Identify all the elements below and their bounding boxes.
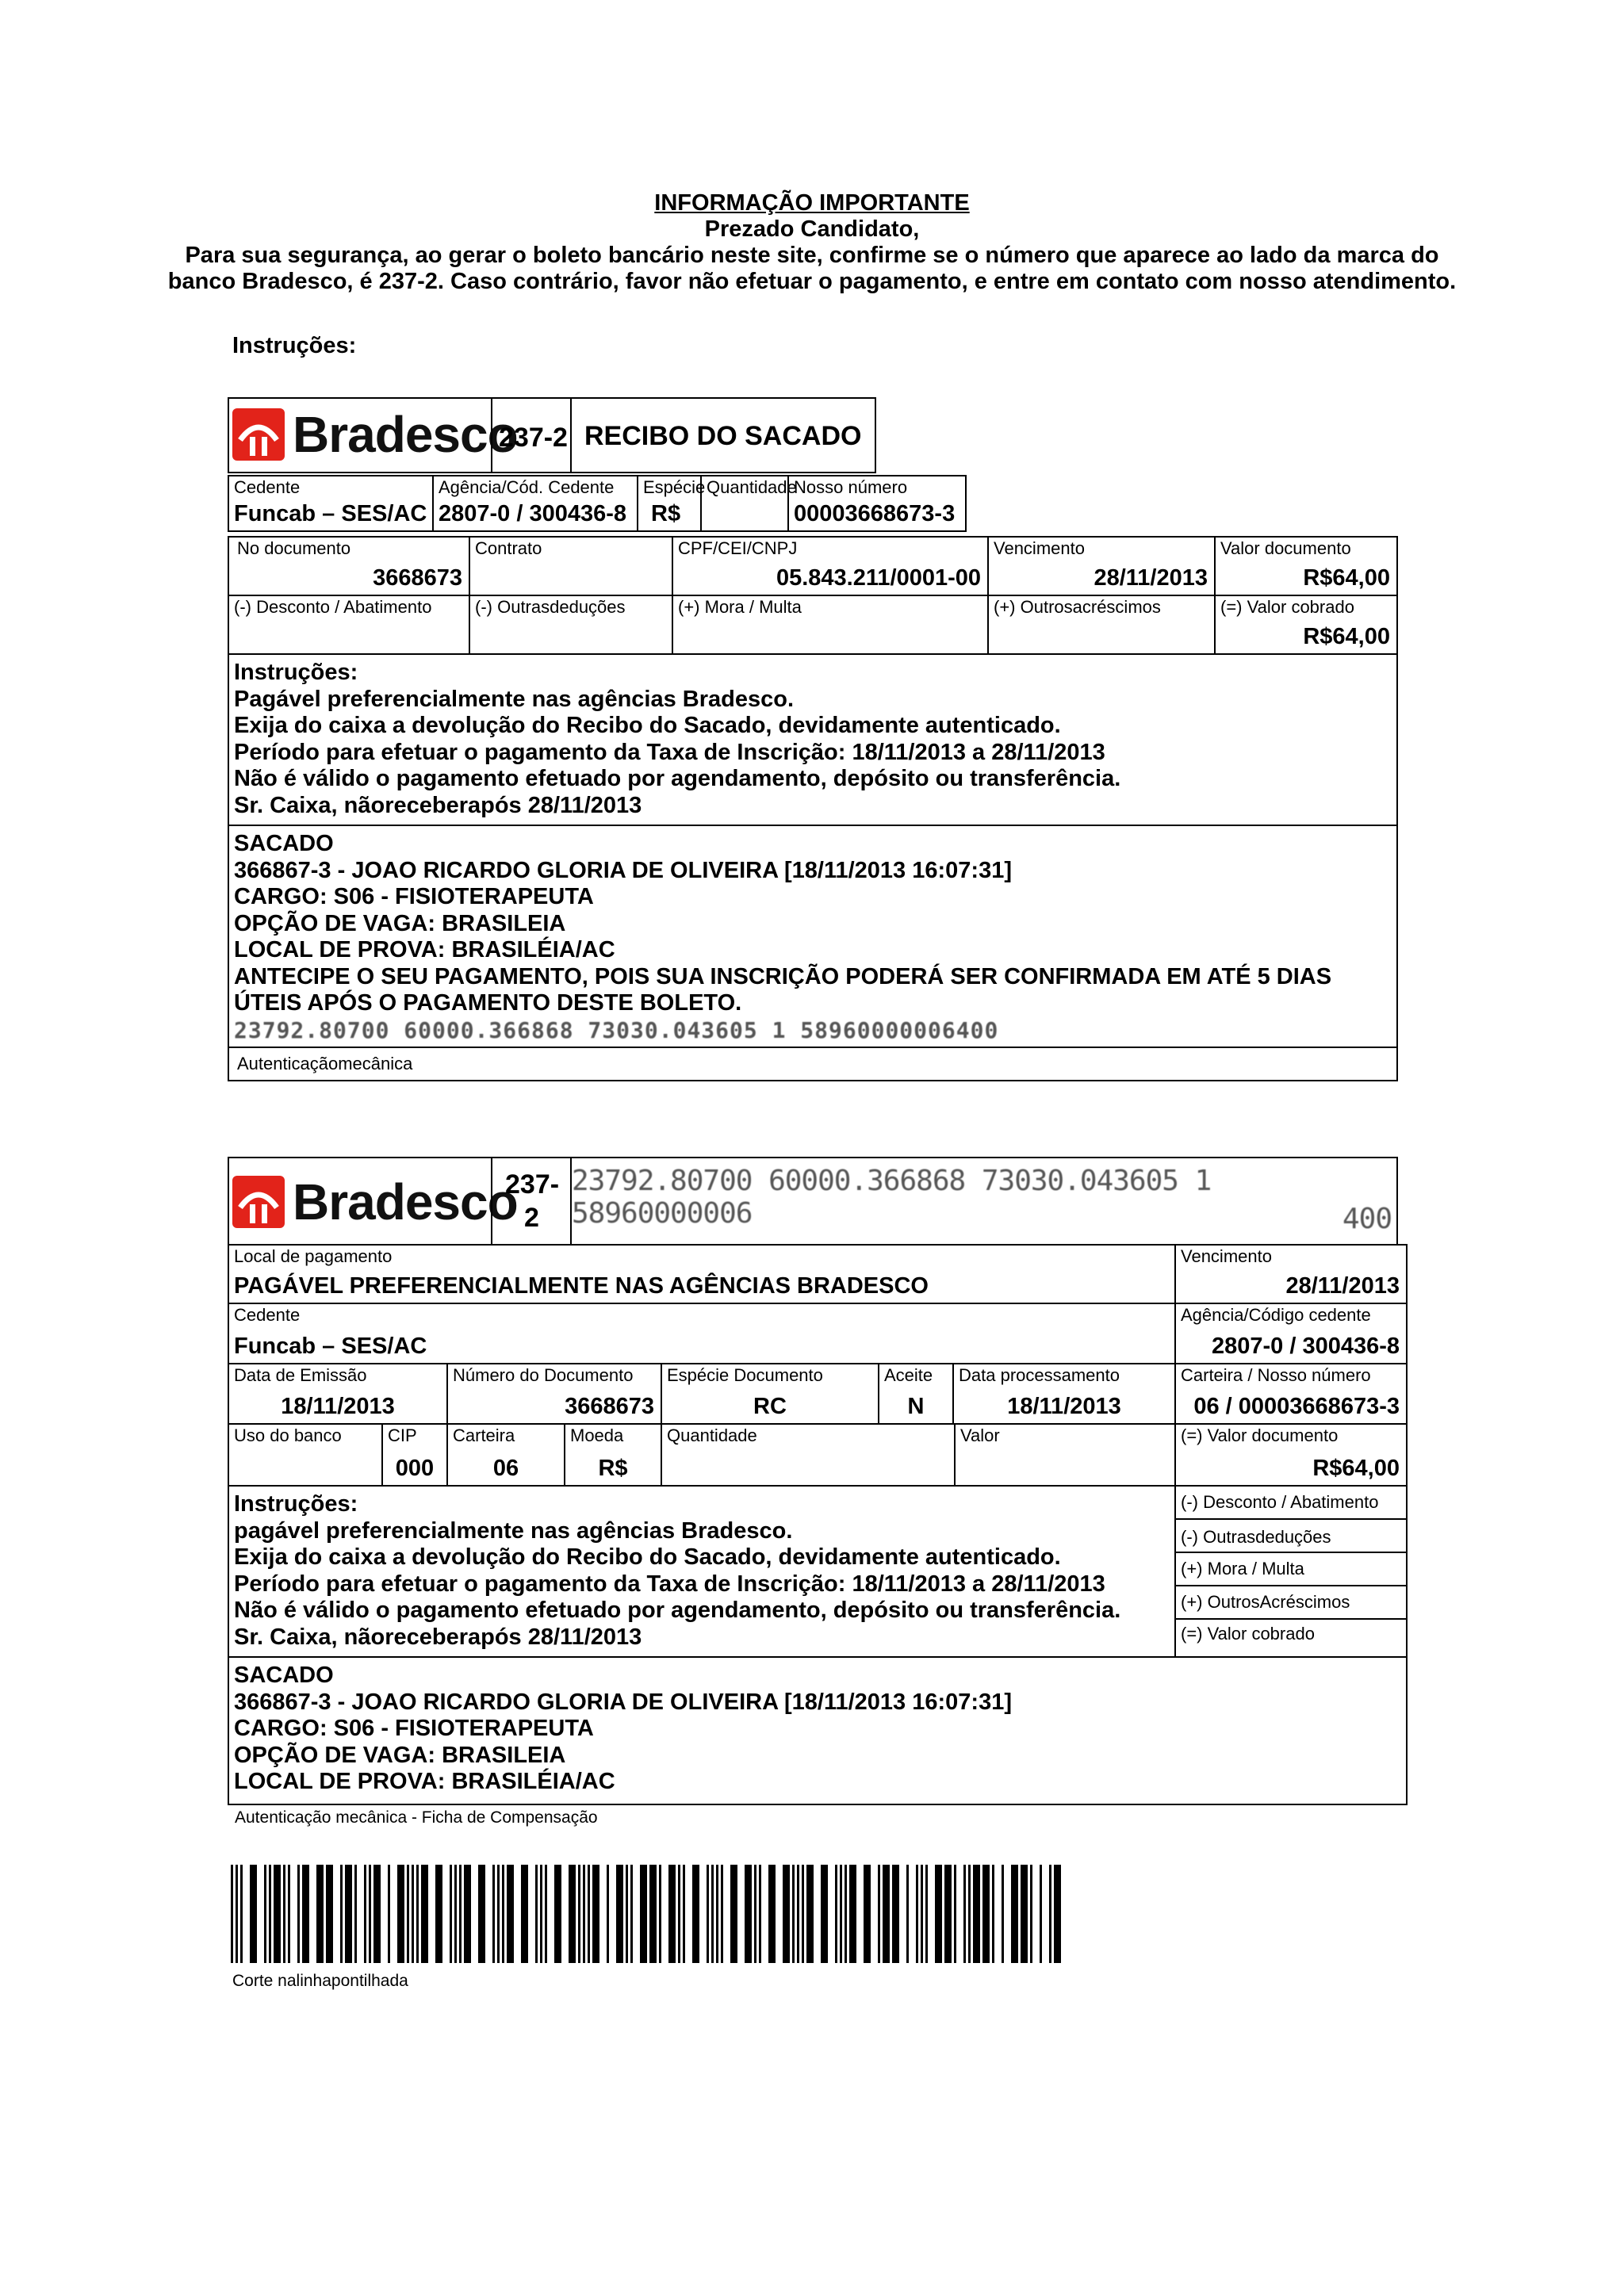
receipt-instructions-line: Período para efetuar o pagamento da Taxa de Inscrição: 18/11/2013 a 28/11/2013: [234, 739, 1105, 765]
barcode-bar: [540, 1865, 542, 1963]
slip-instructions-line: Sr. Caixa, nãoreceberapós 28/11/2013: [234, 1624, 642, 1650]
slip-instructions-line: Período para efetuar o pagamento da Taxa de Inscrição: 18/11/2013 a 28/11/2013: [234, 1571, 1105, 1597]
barcode-bar: [759, 1865, 761, 1963]
barcode-bar: [450, 1865, 452, 1963]
receipt-outros-acrescimos-label: (+) Outrosacréscimos: [994, 597, 1161, 617]
bradesco-logo-icon: [232, 408, 285, 461]
receipt-cpf-cell: [672, 536, 989, 596]
barcode-bar: [649, 1865, 657, 1963]
barcode-bar: [768, 1865, 776, 1963]
barcode-bar: [297, 1865, 300, 1963]
slip-bank-code-box: [491, 1157, 572, 1246]
barcode-bar: [507, 1865, 514, 1963]
slip-uso-banco-cell: [228, 1423, 383, 1487]
barcode-bar: [678, 1865, 680, 1963]
receipt-bank-code-box: [491, 397, 572, 473]
slip-outras-deducoes-cell: [1174, 1518, 1408, 1553]
barcode-bar: [883, 1865, 890, 1963]
slip-aceite-label: Aceite: [884, 1365, 933, 1385]
barcode-bar: [283, 1865, 285, 1963]
barcode-bar: [578, 1865, 580, 1963]
receipt-autenticacao-label: Autenticaçãomecânica: [237, 1054, 413, 1073]
receipt-outras-deducoes-cell: [469, 595, 673, 655]
barcode-bar: [792, 1865, 795, 1963]
slip-numero-documento-cell: [446, 1363, 662, 1425]
instructions-heading: Instruções:: [232, 333, 357, 358]
barcode-bar: [388, 1865, 390, 1963]
slip-cip-cell: [381, 1423, 448, 1487]
slip-especie-documento-value: RC: [753, 1394, 787, 1420]
barcode-bar: [464, 1865, 471, 1963]
barcode-bar: [925, 1865, 928, 1963]
slip-sacado-line: OPÇÃO DE VAGA: BRASILEIA: [234, 1742, 566, 1768]
barcode-bar: [302, 1865, 309, 1963]
receipt-valor-cobrado-cell: [1214, 595, 1398, 655]
barcode-bar: [397, 1865, 404, 1963]
slip-sacado-line: CARGO: S06 - FISIOTERAPEUTA: [234, 1716, 594, 1741]
slip-instructions-box: [228, 1485, 1176, 1658]
slip-bank-code-line-1: 237-: [505, 1169, 560, 1200]
barcode-bar: [821, 1865, 828, 1963]
barcode-bar: [373, 1865, 381, 1963]
barcode-bar: [921, 1865, 923, 1963]
slip-carteira-nosso-cell: [1174, 1363, 1408, 1425]
slip-instructions-line: Exija do caixa a devolução do Recibo do Sacado, devidamente autenticado.: [234, 1544, 1061, 1570]
receipt-linha-digitavel: 23792.80700 60000.366868 73030.043605 1 58960000006400: [234, 1016, 999, 1043]
barcode-bar: [1054, 1865, 1061, 1963]
slip-aceite-cell: [878, 1363, 954, 1425]
receipt-cpf-label: CPF/CEI/CNPJ: [678, 538, 798, 558]
barcode-bar: [721, 1865, 723, 1963]
slip-vencimento-cell: [1174, 1244, 1408, 1304]
slip-linha-digitavel-line-2: 400: [1342, 1203, 1392, 1235]
receipt-valor-documento-label: Valor documento: [1220, 538, 1351, 558]
receipt-sacado-line: ANTECIPE O SEU PAGAMENTO, POIS SUA INSCRIÇÃO PODERÁ SER CONFIRMADA EM ATÉ 5 DIAS: [234, 963, 1332, 989]
barcode-bar: [935, 1865, 942, 1963]
receipt-contrato-label: Contrato: [475, 538, 542, 558]
receipt-cedente-value: Funcab – SES/AC: [234, 501, 427, 527]
receipt-agencia-label: Agência/Cód. Cedente: [439, 477, 615, 497]
slip-linha-digitavel-line-1: 23792.80700 60000.366868 73030.043605 1 58960000006: [572, 1165, 1212, 1230]
slip-data-processamento-value: 18/11/2013: [1007, 1394, 1121, 1420]
receipt-nosso-numero-label: Nosso número: [794, 477, 908, 497]
receipt-especie-label: Espécie: [643, 477, 706, 497]
barcode-bar: [730, 1865, 737, 1963]
slip-valor-documento-label: (=) Valor documento: [1181, 1425, 1339, 1445]
slip-local-pagamento-label: Local de pagamento: [234, 1246, 393, 1266]
slip-numero-documento-label: Número do Documento: [453, 1365, 634, 1385]
barcode-bar: [435, 1865, 442, 1963]
receipt-agencia-value: 2807-0 / 300436-8: [439, 501, 627, 527]
receipt-vencimento-cell: [987, 536, 1216, 596]
slip-outras-deducoes-label: (-) Outrasdeduções: [1181, 1527, 1331, 1547]
receipt-agencia-cell: [432, 475, 638, 532]
barcode-bar: [607, 1865, 609, 1963]
slip-vencimento-label: Vencimento: [1181, 1246, 1272, 1266]
bradesco-logo-text: Bradesco: [293, 1173, 518, 1230]
barcode-bar: [1011, 1865, 1018, 1963]
bradesco-logo-text: Bradesco: [293, 406, 518, 463]
barcode-bar: [545, 1865, 547, 1963]
slip-autenticacao-label: Autenticação mecânica - Ficha de Compensação: [235, 1808, 598, 1827]
slip-sacado-box: [228, 1656, 1408, 1805]
slip-moeda-label: Moeda: [570, 1425, 624, 1445]
receipt-valor-documento-value: R$64,00: [1303, 565, 1390, 591]
slip-data-emissao-label: Data de Emissão: [234, 1365, 367, 1385]
slip-linha-digitavel-box: [570, 1157, 1398, 1246]
receipt-mora-label: (+) Mora / Multa: [678, 597, 802, 617]
receipt-sacado-line: SACADO: [234, 831, 334, 856]
receipt-desconto-cell: [228, 595, 470, 655]
barcode-bar: [316, 1865, 324, 1963]
barcode-bar: [745, 1865, 752, 1963]
barcode-bar: [1002, 1865, 1004, 1963]
barcode-bar: [982, 1865, 990, 1963]
receipt-vencimento-value: 28/11/2013: [1094, 565, 1208, 591]
barcode-bar: [878, 1865, 880, 1963]
barcode-bar: [707, 1865, 709, 1963]
corte-label: Corte nalinhapontilhada: [232, 1972, 408, 1990]
barcode-bar: [692, 1865, 699, 1963]
barcode-bar: [968, 1865, 971, 1963]
barcode-bar: [345, 1865, 352, 1963]
barcode-bar: [369, 1865, 371, 1963]
barcode-bar: [716, 1865, 718, 1963]
barcode-bar: [592, 1865, 599, 1963]
barcode-bar: [802, 1865, 804, 1963]
barcode-bar: [535, 1865, 538, 1963]
barcode-bar: [992, 1865, 994, 1963]
barcode-bar: [668, 1865, 676, 1963]
slip-valor-label: Valor: [960, 1425, 1000, 1445]
barcode-bar: [806, 1865, 814, 1963]
barcode-bar: [569, 1865, 576, 1963]
barcode-bar: [630, 1865, 633, 1963]
receipt-especie-value: R$: [651, 501, 681, 527]
receipt-no-documento-value: 3668673: [373, 565, 462, 591]
slip-desconto-cell: [1174, 1485, 1408, 1520]
barcode-bar: [1030, 1865, 1032, 1963]
slip-data-emissao-value: 18/11/2013: [281, 1394, 395, 1420]
barcode-bar: [231, 1865, 233, 1963]
receipt-sacado-line: CARGO: S06 - FISIOTERAPEUTA: [234, 884, 594, 909]
receipt-nosso-numero-value: 00003668673-3: [794, 501, 956, 527]
slip-moeda-cell: [564, 1423, 662, 1487]
barcode-bar: [892, 1865, 899, 1963]
receipt-quantidade-label: Quantidade: [707, 477, 797, 497]
barcode-bar: [459, 1865, 462, 1963]
slip-local-pagamento-value: PAGÁVEL PREFERENCIALMENTE NAS AGÊNCIAS BRADESCO: [234, 1273, 929, 1299]
barcode-bar: [412, 1865, 414, 1963]
barcode-bar: [236, 1865, 238, 1963]
slip-cedente-cell: [228, 1303, 1176, 1364]
receipt-title-box: [570, 397, 876, 473]
slip-logo-box: [228, 1157, 518, 1246]
barcode-bar: [845, 1865, 847, 1963]
slip-instructions-line: Instruções:: [234, 1491, 358, 1517]
barcode-bar: [849, 1865, 856, 1963]
slip-cip-value: 000: [395, 1456, 435, 1482]
slip-local-pagamento-cell: [228, 1244, 1176, 1304]
receipt-outras-deducoes-label: (-) Outrasdeduções: [475, 597, 626, 617]
slip-sacado-line: LOCAL DE PROVA: BRASILÉIA/AC: [234, 1769, 615, 1794]
slip-mora-cell: [1174, 1552, 1408, 1586]
slip-especie-documento-cell: [661, 1363, 879, 1425]
barcode-bar: [354, 1865, 357, 1963]
receipt-cedente-label: Cedente: [234, 477, 301, 497]
slip-carteira-label: Carteira: [453, 1425, 515, 1445]
receipt-sacado-line: OPÇÃO DE VAGA: BRASILEIA: [234, 910, 566, 936]
slip-carteira-cell: [446, 1423, 565, 1487]
barcode-bar: [274, 1865, 281, 1963]
barcode-bar: [683, 1865, 685, 1963]
barcode-bar: [1049, 1865, 1051, 1963]
barcode-bar: [240, 1865, 243, 1963]
slip-outros-acrescimos-cell: [1174, 1585, 1408, 1620]
receipt-sacado-line: ÚTEIS APÓS O PAGAMENTO DESTE BOLETO.: [234, 990, 742, 1016]
barcode-bar: [1021, 1865, 1028, 1963]
barcode-bar: [288, 1865, 290, 1963]
slip-vencimento-value: 28/11/2013: [1285, 1273, 1400, 1299]
barcode-bar: [478, 1865, 485, 1963]
slip-data-processamento-label: Data processamento: [959, 1365, 1120, 1385]
slip-cedente-label: Cedente: [234, 1305, 301, 1325]
notice-title: INFORMAÇÃO IMPORTANTE: [654, 190, 970, 216]
barcode-bar: [340, 1865, 343, 1963]
receipt-valor-cobrado-label: (=) Valor cobrado: [1220, 597, 1354, 617]
receipt-instructions-line: Instruções:: [234, 660, 358, 685]
barcode-bar: [583, 1865, 585, 1963]
notice-greeting: Prezado Candidato,: [704, 216, 920, 242]
slip-sacado-line: 366867-3 - JOAO RICARDO GLORIA DE OLIVEIRA [18/11/2013 16:07:31]: [234, 1689, 1012, 1715]
barcode-bar: [492, 1865, 495, 1963]
barcode-bar: [250, 1865, 257, 1963]
receipt-valor-cobrado-value: R$64,00: [1303, 624, 1390, 650]
receipt-sacado-line: LOCAL DE PROVA: BRASILÉIA/AC: [234, 937, 615, 962]
slip-mora-label: (+) Mora / Multa: [1181, 1559, 1304, 1578]
receipt-valor-documento-cell: [1214, 536, 1398, 596]
barcode-bar: [364, 1865, 366, 1963]
barcode-bar: [944, 1865, 952, 1963]
barcode-bar: [269, 1865, 271, 1963]
receipt-autenticacao-box: [228, 1047, 1398, 1081]
slip-carteira-value: 06: [492, 1456, 519, 1482]
slip-desconto-label: (-) Desconto / Abatimento: [1181, 1492, 1379, 1512]
barcode-bar: [797, 1865, 799, 1963]
slip-cip-label: CIP: [388, 1425, 417, 1445]
barcode-bar: [497, 1865, 500, 1963]
receipt-sacado-box: [228, 825, 1398, 1048]
barcode-bar: [1040, 1865, 1042, 1963]
receipt-instructions-line: Pagável preferencialmente nas agências Bradesco.: [234, 686, 795, 712]
receipt-mora-cell: [672, 595, 989, 655]
slip-carteira-nosso-value: 06 / 00003668673-3: [1193, 1394, 1400, 1420]
slip-agencia-cell: [1174, 1303, 1408, 1364]
barcode-bar: [326, 1865, 333, 1963]
barcode: [231, 1865, 1063, 1968]
notice-line-1: Para sua segurança, ao gerar o boleto bancário neste site, confirme se o número que aparece ao lado da marca do: [185, 243, 1439, 268]
slip-sacado-line: SACADO: [234, 1663, 334, 1688]
barcode-bar: [659, 1865, 661, 1963]
barcode-bar: [502, 1865, 504, 1963]
receipt-instructions-line: Sr. Caixa, nãoreceberapós 28/11/2013: [234, 792, 642, 818]
slip-data-emissao-cell: [228, 1363, 448, 1425]
slip-quantidade-cell: [661, 1423, 956, 1487]
receipt-title: RECIBO DO SACADO: [584, 421, 862, 451]
receipt-sacado-line: 366867-3 - JOAO RICARDO GLORIA DE OLIVEIRA [18/11/2013 16:07:31]: [234, 857, 1012, 883]
barcode-bar: [616, 1865, 623, 1963]
receipt-cpf-value: 05.843.211/0001-00: [776, 565, 981, 591]
barcode-bar: [840, 1865, 842, 1963]
slip-instructions-line: pagável preferencialmente nas agências Bradesco.: [234, 1517, 793, 1544]
receipt-instructions-box: [228, 653, 1398, 826]
receipt-especie-cell: [637, 475, 706, 532]
barcode-bar: [554, 1865, 561, 1963]
barcode-bar: [521, 1865, 528, 1963]
slip-quantidade-label: Quantidade: [667, 1425, 757, 1445]
barcode-bar: [973, 1865, 980, 1963]
barcode-bar: [454, 1865, 457, 1963]
slip-outros-acrescimos-label: (+) OutrosAcréscimos: [1181, 1592, 1350, 1612]
receipt-quantidade-cell: [700, 475, 797, 532]
receipt-logo-box: [228, 397, 518, 473]
slip-instructions-line: Não é válido o pagamento efetuado por agendamento, depósito ou transferência.: [234, 1598, 1121, 1623]
slip-valor-cobrado-cell: [1174, 1618, 1408, 1658]
slip-valor-documento-value: R$64,00: [1312, 1456, 1400, 1482]
barcode-bar: [835, 1865, 837, 1963]
barcode-bar: [416, 1865, 419, 1963]
slip-agencia-label: Agência/Código cedente: [1181, 1305, 1371, 1325]
receipt-vencimento-label: Vencimento: [994, 538, 1085, 558]
slip-aceite-value: N: [907, 1394, 925, 1420]
slip-carteira-nosso-label: Carteira / Nosso número: [1181, 1365, 1371, 1385]
barcode-bar: [954, 1865, 956, 1963]
barcode-bar: [916, 1865, 918, 1963]
receipt-no-documento-cell: [228, 536, 470, 596]
slip-moeda-value: R$: [598, 1456, 628, 1482]
barcode-bar: [407, 1865, 409, 1963]
slip-valor-cell: [954, 1423, 1176, 1487]
barcode-bar: [783, 1865, 790, 1963]
receipt-instructions-line: Não é válido o pagamento efetuado por agendamento, depósito ou transferência.: [234, 766, 1121, 791]
bradesco-logo-icon: [232, 1176, 285, 1228]
receipt-instructions-line: Exija do caixa a devolução do Recibo do Sacado, devidamente autenticado.: [234, 713, 1061, 738]
receipt-outros-acrescimos-cell: [987, 595, 1216, 655]
barcode-bar: [264, 1865, 266, 1963]
slip-numero-documento-value: 3668673: [565, 1394, 654, 1420]
receipt-cedente-cell: [228, 475, 434, 532]
notice-header: [0, 190, 1624, 295]
barcode-bar: [588, 1865, 590, 1963]
slip-agencia-value: 2807-0 / 300436-8: [1211, 1334, 1400, 1360]
barcode-bar: [421, 1865, 428, 1963]
slip-uso-banco-label: Uso do banco: [234, 1425, 342, 1445]
slip-data-processamento-cell: [952, 1363, 1176, 1425]
notice-line-2: banco Bradesco, é 237-2. Caso contrário, favor não efetuar o pagamento, e entre em contato com nosso atendimento.: [167, 269, 1457, 294]
receipt-desconto-label: (-) Desconto / Abatimento: [234, 597, 432, 617]
slip-cedente-value: Funcab – SES/AC: [234, 1334, 427, 1360]
barcode-bar: [864, 1865, 871, 1963]
barcode-bar: [963, 1865, 966, 1963]
slip-bank-code-line-2: 2: [524, 1203, 539, 1233]
slip-valor-documento-cell: [1174, 1423, 1408, 1487]
slip-valor-cobrado-label: (=) Valor cobrado: [1181, 1624, 1315, 1644]
barcode-bar: [754, 1865, 756, 1963]
barcode-bar: [711, 1865, 714, 1963]
receipt-no-documento-label: No documento: [237, 538, 351, 558]
barcode-bar: [626, 1865, 628, 1963]
receipt-nosso-numero-cell: [787, 475, 967, 532]
barcode-bar: [640, 1865, 647, 1963]
slip-especie-documento-label: Espécie Documento: [667, 1365, 823, 1385]
receipt-bank-code: 237-2: [499, 423, 568, 453]
barcode-bar: [906, 1865, 909, 1963]
receipt-contrato-cell: [469, 536, 673, 596]
